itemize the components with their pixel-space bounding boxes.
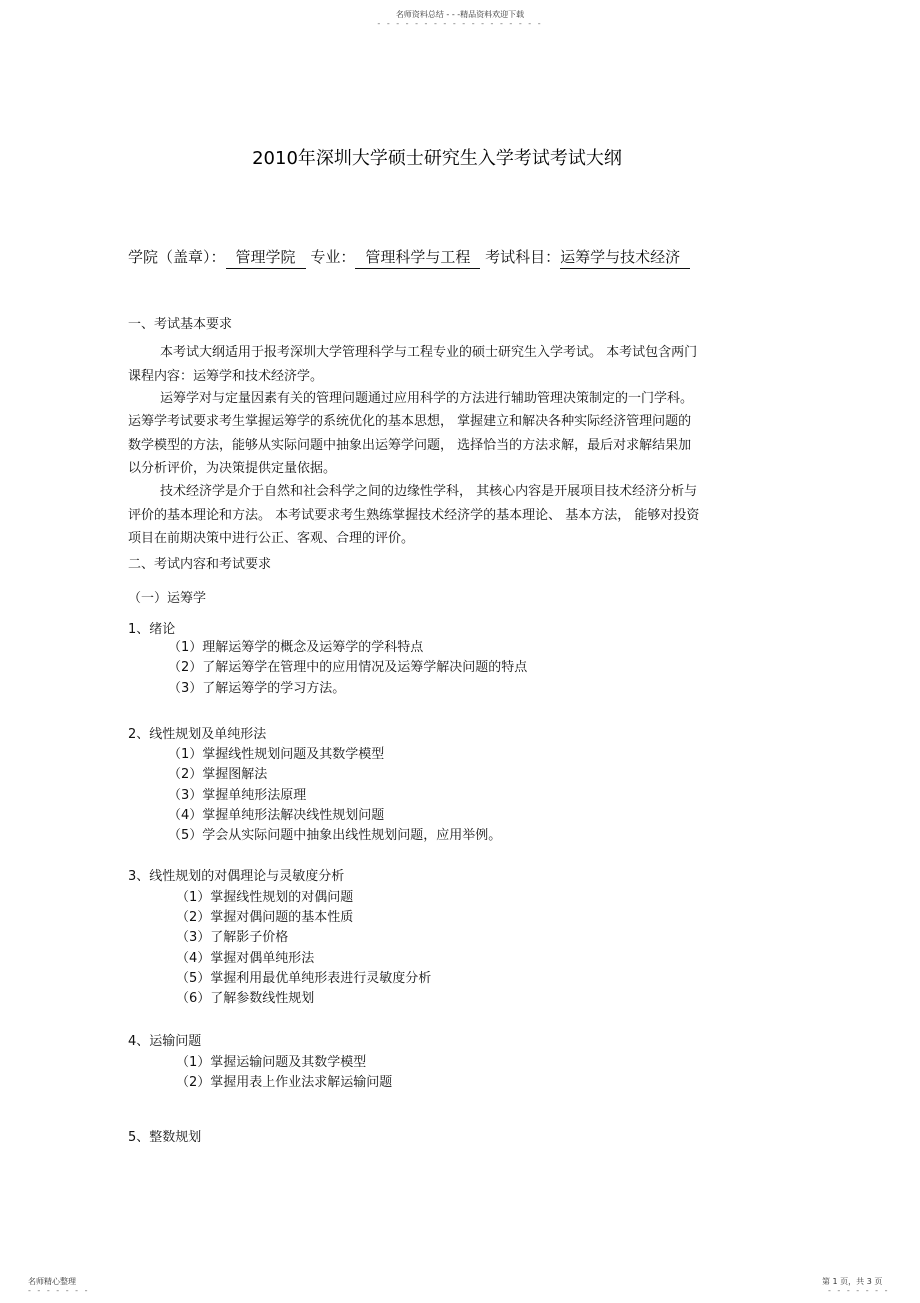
topic-title: 1、绪论 [128, 622, 176, 637]
topic-item: （3）掌握单纯形法原理 [168, 788, 307, 803]
topic-item: （4）掌握对偶单纯形法 [176, 951, 315, 966]
subject-label: 考试科目： [485, 248, 561, 266]
topic-item: （1）掌握运输问题及其数学模型 [176, 1055, 367, 1070]
topic-item: （5）掌握利用最优单纯形表进行灵敏度分析 [176, 971, 432, 986]
info-line [128, 246, 690, 269]
paragraph-line: 本考试大纲适用于报考深圳大学管理科学与工程专业的硕士研究生入学考试。 本考试包含两门 [160, 345, 698, 360]
paragraph-line: 技术经济学是介于自然和社会科学之间的边缘性学科， 其核心内容是开展项目技术经济分析与 [160, 484, 698, 499]
page-number: 第 1 页，共 3 页 [822, 1277, 883, 1286]
topic-item: （3）了解影子价格 [176, 930, 289, 945]
topic-title: 2、线性规划及单纯形法 [128, 727, 267, 742]
paragraph-line: 运筹学对与定量因素有关的管理问题通过应用科学的方法进行辅助管理决策制定的一门学科。 [160, 391, 694, 406]
college-label: 学院（盖章）： [128, 248, 226, 266]
topic-item: （1）掌握线性规划的对偶问题 [176, 890, 354, 905]
topic-item: （1）理解运筹学的概念及运筹学的学科特点 [168, 640, 424, 655]
topic-item: （3）了解运筹学的学习方法。 [168, 681, 346, 696]
subsection-heading: （一）运筹学 [128, 591, 207, 606]
section-heading: 二、考试内容和考试要求 [128, 557, 272, 572]
footer-left: 名师精心整理 [28, 1277, 76, 1286]
topic-item: （5）学会从实际问题中抽象出线性规划问题，应用举例。 [168, 828, 502, 843]
topic-title: 3、线性规划的对偶理论与灵敏度分析 [128, 869, 345, 884]
major-value: 管理科学与工程 [355, 246, 480, 269]
topic-title: 5、整数规划 [128, 1130, 202, 1145]
document-title: 2010年深圳大学硕士研究生入学考试考试大纲 [252, 148, 622, 169]
topic-item: （4）掌握单纯形法解决线性规划问题 [168, 808, 385, 823]
paragraph-line: 项目在前期决策中进行公正、客观、合理的评价。 [128, 531, 415, 546]
footer-right-dots: - - - - - - - [828, 1286, 890, 1295]
topic-item: （1）掌握线性规划问题及其数学模型 [168, 747, 385, 762]
paragraph-line: 课程内容：运筹学和技术经济学。 [128, 369, 324, 384]
topic-item: （2）掌握用表上作业法求解运输问题 [176, 1075, 393, 1090]
topic-title: 4、运输问题 [128, 1034, 202, 1049]
section-heading: 一、考试基本要求 [128, 317, 233, 332]
major-label: 专业： [310, 248, 356, 266]
topic-item: （6）了解参数线性规划 [176, 991, 315, 1006]
paragraph-line: 以分析评价，为决策提供定量依据。 [128, 461, 337, 476]
topic-item: （2）掌握对偶问题的基本性质 [176, 910, 354, 925]
footer-left-dots: - - - - - - - [28, 1286, 90, 1295]
topic-item: （2）掌握图解法 [168, 767, 268, 782]
paragraph-line: 运筹学考试要求考生掌握运筹学的系统优化的基本思想， 掌握建立和解决各种实际经济管理问题的 [128, 414, 692, 429]
paragraph-line: 评价的基本理论和方法。 本考试要求考生熟练掌握技术经济学的基本理论、 基本方法， 能够对投资 [128, 508, 700, 523]
page-header-dots: - - - - - - - - - - - - - - - - - - [377, 19, 543, 28]
college-value: 管理学院 [226, 246, 306, 269]
subject-value: 运筹学与技术经济 [560, 246, 690, 269]
page-header-text: 名师资料总结 - - -精品资料欢迎下载 [395, 10, 525, 19]
paragraph-line: 数学模型的方法，能够从实际问题中抽象出运筹学问题， 选择恰当的方法求解，最后对求解结果加 [128, 438, 692, 453]
topic-item: （2）了解运筹学在管理中的应用情况及运筹学解决问题的特点 [168, 660, 528, 675]
